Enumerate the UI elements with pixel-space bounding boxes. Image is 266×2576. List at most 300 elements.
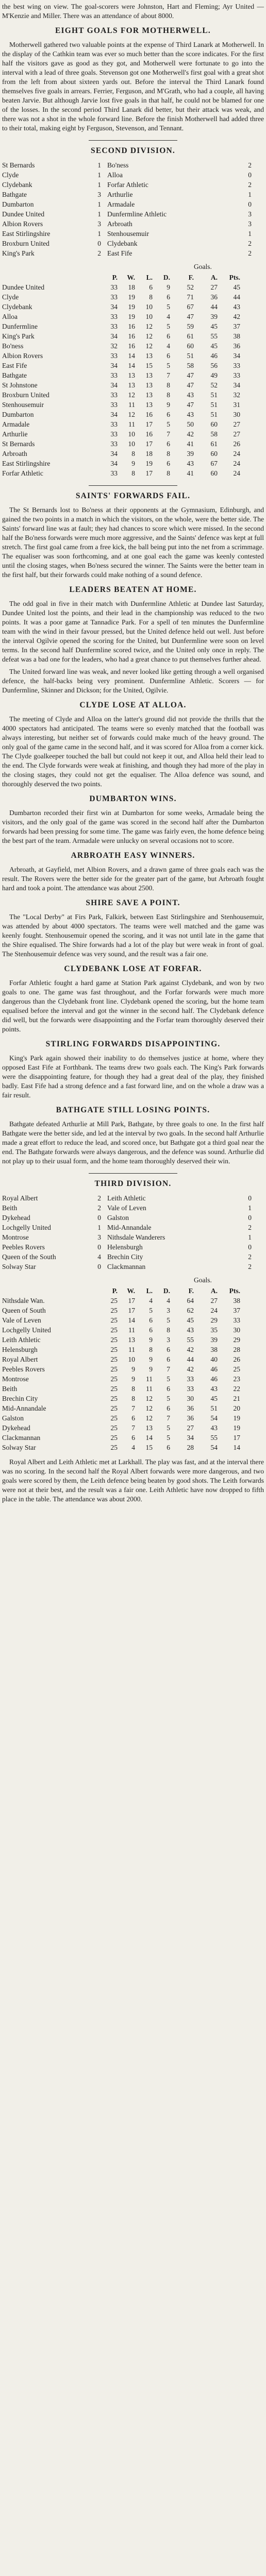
won: 10 xyxy=(128,430,135,438)
away-score: 2 xyxy=(248,181,252,189)
team-name: Montrose xyxy=(2,1375,29,1383)
shire-section xyxy=(2,898,264,959)
home-team: Peebles Rovers xyxy=(2,1243,45,1251)
played: 25 xyxy=(110,1385,118,1393)
won: 4 xyxy=(131,1444,135,1451)
lost: 14 xyxy=(145,1434,153,1442)
goals-against: 51 xyxy=(210,411,218,418)
won: 13 xyxy=(128,1336,135,1344)
drawn: 6 xyxy=(167,1385,170,1393)
played: 25 xyxy=(110,1395,118,1402)
team-name: Beith xyxy=(2,1385,18,1393)
goals-against: 51 xyxy=(210,401,218,409)
home-team: Beith xyxy=(2,1204,18,1212)
lost: 19 xyxy=(145,460,153,467)
points: 37 xyxy=(233,323,240,330)
result-row xyxy=(2,1262,264,1272)
lost: 13 xyxy=(145,1424,153,1432)
away-score: 0 xyxy=(248,200,252,208)
home-score: 1 xyxy=(97,200,101,208)
points: 33 xyxy=(233,362,240,369)
played: 25 xyxy=(110,1326,118,1334)
goals-against: 29 xyxy=(210,1316,218,1324)
home-team: Queen of the South xyxy=(2,1253,56,1261)
points: 30 xyxy=(233,411,240,418)
away-team: Vale of Leven xyxy=(107,1204,146,1212)
won: 12 xyxy=(128,411,135,418)
points: 34 xyxy=(233,381,240,389)
played: 25 xyxy=(110,1365,118,1373)
team-name: Dumbarton xyxy=(2,411,34,418)
drawn: 6 xyxy=(167,411,170,418)
lost: 17 xyxy=(145,440,153,448)
team-name: St Johnstone xyxy=(2,381,38,389)
col-drawn: D. xyxy=(163,1287,170,1295)
table-row xyxy=(2,331,264,341)
section-heading: SECOND DIVISION. xyxy=(91,146,175,155)
goals-for: 42 xyxy=(187,1365,194,1373)
away-team: Nithsdale Wanderers xyxy=(107,1233,165,1241)
team-name: Clyde xyxy=(2,293,19,301)
goals-against: 39 xyxy=(210,313,218,320)
goals-against: 45 xyxy=(210,323,218,330)
goals-for: 30 xyxy=(187,1395,194,1402)
goals-for: 27 xyxy=(187,1424,194,1432)
goals-for: 64 xyxy=(187,1297,194,1304)
played: 25 xyxy=(110,1444,118,1451)
table-row xyxy=(2,1306,264,1315)
drawn: 8 xyxy=(167,450,170,457)
goals-against: 51 xyxy=(210,391,218,399)
away-score: 0 xyxy=(248,1243,252,1251)
table-row xyxy=(2,1423,264,1433)
points: 44 xyxy=(233,293,240,301)
points: 30 xyxy=(233,1326,240,1334)
goals-for: 41 xyxy=(187,440,194,448)
won: 12 xyxy=(128,391,135,399)
dumbarton-section xyxy=(2,794,264,845)
clydebank-section xyxy=(2,964,264,1034)
result-row xyxy=(2,170,264,180)
goals-against: 43 xyxy=(210,1385,218,1393)
team-name: Arbroath xyxy=(2,450,27,457)
leaders-section xyxy=(2,585,264,695)
home-team: Lochgelly United xyxy=(2,1224,51,1231)
goals-against: 45 xyxy=(210,342,218,350)
goals-for: 47 xyxy=(187,371,194,379)
drawn: 5 xyxy=(167,1395,170,1402)
away-score: 2 xyxy=(248,1224,252,1231)
away-team: Arthurlie xyxy=(107,191,133,198)
drawn: 5 xyxy=(167,420,170,428)
section-heading: LEADERS BEATEN AT HOME. xyxy=(69,585,197,594)
home-team: St Bernards xyxy=(2,161,35,169)
drawn: 6 xyxy=(167,332,170,340)
won: 19 xyxy=(128,313,135,320)
intro-paragraph: the best wing on view. The goal-scorers were Johnston, Hart and Fleming; Ayr United — M'Kenzie and Miller. There was an attendance of about 8000. xyxy=(2,3,264,20)
drawn: 8 xyxy=(167,381,170,389)
lost: 17 xyxy=(145,469,153,477)
goals-against: 60 xyxy=(210,420,218,428)
table-row xyxy=(2,1345,264,1354)
second-division-section xyxy=(2,146,264,478)
col-for: F. xyxy=(188,274,194,281)
team-name: Brechin City xyxy=(2,1395,38,1402)
played: 33 xyxy=(110,401,118,409)
goals-for: 43 xyxy=(187,460,194,467)
goals-for: 39 xyxy=(187,450,194,457)
table-row xyxy=(2,429,264,439)
points: 24 xyxy=(233,450,240,457)
won: 8 xyxy=(131,450,135,457)
away-score: 2 xyxy=(248,240,252,247)
team-name: Dykehead xyxy=(2,1424,30,1432)
goals-for: 45 xyxy=(187,1316,194,1324)
won: 16 xyxy=(128,342,135,350)
away-team: Armadale xyxy=(107,200,135,208)
goals-against: 51 xyxy=(210,1404,218,1412)
home-team: Dundee United xyxy=(2,210,45,218)
away-score: 1 xyxy=(248,191,252,198)
result-row xyxy=(2,239,264,248)
away-team: Stenhousemuir xyxy=(107,230,149,238)
table-header xyxy=(2,1286,264,1296)
goals-label: Goals. xyxy=(194,1276,212,1284)
home-score: 0 xyxy=(97,240,101,247)
lost: 12 xyxy=(145,1404,153,1412)
played: 33 xyxy=(110,313,118,320)
table-row xyxy=(2,321,264,331)
table-row xyxy=(2,302,264,312)
col-won: W. xyxy=(127,274,135,281)
lost: 12 xyxy=(145,342,153,350)
played: 33 xyxy=(110,293,118,301)
goals-against: 60 xyxy=(210,469,218,477)
table-row xyxy=(2,1384,264,1394)
home-score: 1 xyxy=(97,171,101,179)
home-team: Royal Albert xyxy=(2,1194,38,1202)
goals-for: 43 xyxy=(187,391,194,399)
goals-for: 36 xyxy=(187,1414,194,1422)
drawn: 3 xyxy=(167,1336,170,1344)
away-score: 3 xyxy=(248,210,252,218)
home-score: 1 xyxy=(97,181,101,189)
away-team: Arbroath xyxy=(107,220,132,228)
home-score: 1 xyxy=(97,1224,101,1231)
result-row xyxy=(2,190,264,199)
table-row xyxy=(2,370,264,380)
goals-for: 47 xyxy=(187,381,194,389)
points: 43 xyxy=(233,303,240,311)
goals-for: 33 xyxy=(187,1375,194,1383)
result-row xyxy=(2,248,264,258)
played: 25 xyxy=(110,1404,118,1412)
away-team: Forfar Athletic xyxy=(107,181,148,189)
table-row xyxy=(2,1374,264,1384)
goals-for: 71 xyxy=(187,293,194,301)
team-name: Armadale xyxy=(2,420,30,428)
won: 11 xyxy=(128,401,135,409)
away-score: 0 xyxy=(248,1194,252,1202)
table-row xyxy=(2,380,264,390)
result-row xyxy=(2,219,264,229)
played: 33 xyxy=(110,440,118,448)
newspaper-page xyxy=(2,0,264,1504)
table-row xyxy=(2,1433,264,1443)
home-team: Clydebank xyxy=(2,181,32,189)
goals-against: 24 xyxy=(210,1307,218,1314)
goals-against: 54 xyxy=(210,1414,218,1422)
lost: 8 xyxy=(149,1346,153,1353)
points: 29 xyxy=(233,1336,240,1344)
points: 37 xyxy=(233,1307,240,1314)
goals-label: Goals. xyxy=(194,263,212,270)
table-row xyxy=(2,1403,264,1413)
lost: 12 xyxy=(145,1395,153,1402)
home-score: 3 xyxy=(97,191,101,198)
article-paragraph: Royal Albert and Leith Athletic met at Larkhall. The play was fast, and at the interval there was no scoring. In the second half the Royal Albert forwards were more dangerous, and two goals were scored by them, the Leith defence being beaten by good shots. The Leith forwards were not at their best, and the result was a fair one. Leith Athletic have now dropped to fifth place in the table. The attendance was about 2000. xyxy=(2,1458,264,1503)
goals-for: 28 xyxy=(187,1444,194,1451)
table-row xyxy=(2,351,264,361)
goals-against: 55 xyxy=(210,1434,218,1442)
goals-for: 50 xyxy=(187,420,194,428)
won: 17 xyxy=(128,1307,135,1314)
goals-for: 43 xyxy=(187,411,194,418)
played: 33 xyxy=(110,371,118,379)
goals-against: 52 xyxy=(210,381,218,389)
column-rule xyxy=(89,485,178,486)
lost: 13 xyxy=(145,381,153,389)
home-team: Montrose xyxy=(2,1233,29,1241)
points: 17 xyxy=(233,1434,240,1442)
lost: 6 xyxy=(149,1316,153,1324)
col-played: P. xyxy=(112,274,118,281)
won: 8 xyxy=(131,1395,135,1402)
played: 33 xyxy=(110,352,118,360)
drawn: 5 xyxy=(167,1424,170,1432)
table-row xyxy=(2,1296,264,1306)
drawn: 9 xyxy=(167,401,170,409)
home-score: 0 xyxy=(97,1214,101,1222)
points: 36 xyxy=(233,342,240,350)
won: 19 xyxy=(128,303,135,311)
goals-for: 34 xyxy=(187,1434,194,1442)
away-team: Clydebank xyxy=(107,240,138,247)
article-paragraph: The United forward line was weak, and never looked like getting through a well organised defence, the half-backs being very prominent. Dunfermline Athletic. Scorers — for Dunfermline, Skinner and Dickson; for the United, Ogilvie. xyxy=(2,668,264,694)
played: 25 xyxy=(110,1375,118,1383)
points: 38 xyxy=(233,332,240,340)
played: 34 xyxy=(110,411,118,418)
played: 25 xyxy=(110,1336,118,1344)
won: 11 xyxy=(128,1326,135,1334)
played: 25 xyxy=(110,1297,118,1304)
col-points: Pts. xyxy=(229,1287,240,1295)
away-team: Alloa xyxy=(107,171,123,179)
section-heading: DUMBARTON WINS. xyxy=(89,794,177,803)
table-row xyxy=(2,1443,264,1452)
won: 10 xyxy=(128,440,135,448)
drawn: 5 xyxy=(167,323,170,330)
article-paragraph: The "Local Derby" at Firs Park, Falkirk, between East Stirlingshire and Stenhousemuir, was attended by about 4000 spectators. The teams were well matched and the game was keenly fought. Stenhousemuir opened the scoring, and it was not until late in the game that the Shire equalised. The Shire forwards had a lot of the play but were weak in front of goal. The Stenhousemuir defence was very sound, and the result was a fair one. xyxy=(2,913,264,958)
lost: 15 xyxy=(145,1444,153,1451)
home-team: Bathgate xyxy=(2,191,27,198)
away-team: Clackmannan xyxy=(107,1263,146,1270)
points: 25 xyxy=(233,1365,240,1373)
home-score: 1 xyxy=(97,161,101,169)
drawn: 7 xyxy=(167,371,170,379)
goals-for: 62 xyxy=(187,1307,194,1314)
table-row xyxy=(2,459,264,468)
played: 25 xyxy=(110,1307,118,1314)
article-paragraph: Forfar Athletic fought a hard game at Station Park against Clydebank, and won by two goals to one. The game was fast throughout, and the Forfar forwards were much more dangerous than the Clydebank front line. Clydebank opened the scoring, but the home team equalised before the interval and got the winner in the second half. The Clydebank defence did well, but the forwards were disappointing and the Forfar team thoroughly deserved their points. xyxy=(2,979,264,1033)
away-score: 2 xyxy=(248,161,252,169)
points: 34 xyxy=(233,352,240,360)
section-heading: SHIRE SAVE A POINT. xyxy=(86,899,180,907)
won: 9 xyxy=(131,460,135,467)
won: 7 xyxy=(131,1424,135,1432)
drawn: 6 xyxy=(167,1346,170,1353)
table-row xyxy=(2,1335,264,1345)
home-team: Dykehead xyxy=(2,1214,30,1222)
drawn: 9 xyxy=(167,283,170,291)
goals-for: 36 xyxy=(187,1404,194,1412)
played: 25 xyxy=(110,1316,118,1324)
lost: 12 xyxy=(145,1414,153,1422)
goals-for: 61 xyxy=(187,332,194,340)
team-name: East Fife xyxy=(2,362,27,369)
goals-against: 54 xyxy=(210,1444,218,1451)
drawn: 5 xyxy=(167,362,170,369)
clyde-section xyxy=(2,700,264,789)
lost: 10 xyxy=(145,313,153,320)
goals-for: 55 xyxy=(187,1336,194,1344)
points: 20 xyxy=(233,1404,240,1412)
played: 33 xyxy=(110,430,118,438)
goals-for: 51 xyxy=(187,352,194,360)
played: 33 xyxy=(110,469,118,477)
home-score: 2 xyxy=(97,249,101,257)
played: 25 xyxy=(110,1355,118,1363)
home-score: 3 xyxy=(97,1233,101,1241)
won: 17 xyxy=(128,1297,135,1304)
played: 33 xyxy=(110,323,118,330)
league-table xyxy=(2,1286,264,1452)
table-row xyxy=(2,419,264,429)
points: 26 xyxy=(233,440,240,448)
won: 14 xyxy=(128,362,135,369)
team-name: Clackmannan xyxy=(2,1434,41,1442)
lost: 16 xyxy=(145,430,153,438)
points: 38 xyxy=(233,1297,240,1304)
table-row xyxy=(2,1325,264,1335)
leith-section xyxy=(2,1458,264,1504)
home-score: 3 xyxy=(97,220,101,228)
result-row xyxy=(2,1232,264,1242)
won: 9 xyxy=(131,1365,135,1373)
goals-for: 43 xyxy=(187,1326,194,1334)
stirling-section xyxy=(2,1039,264,1100)
drawn: 5 xyxy=(167,1375,170,1383)
won: 9 xyxy=(131,1375,135,1383)
home-score: 2 xyxy=(97,1204,101,1212)
drawn: 7 xyxy=(167,1414,170,1422)
away-team: Dunfermline Athletic xyxy=(107,210,167,218)
goals-against: 67 xyxy=(210,460,218,467)
home-score: 0 xyxy=(97,1243,101,1251)
col-against: A. xyxy=(210,1287,218,1295)
table-row xyxy=(2,312,264,321)
goals-for: 33 xyxy=(187,1385,194,1393)
section-heading: STIRLING FORWARDS DISAPPOINTING. xyxy=(45,1040,221,1048)
col-points: Pts. xyxy=(229,274,240,281)
points: 19 xyxy=(233,1414,240,1422)
team-name: Lochgelly United xyxy=(2,1326,51,1334)
article-paragraph: The odd goal in five in their match with Dunfermline Athletic at Dundee last Saturday, Dundee United lost the points, and their lead in the championship was reduced to the two points. It was a poor game at Tannadice Park. For a spell of ten minutes the Dunfermline team with the wind in their favour pressed, but the United defence held out well. Just before the interval Ogilvie opened the scoring for the United, but Dunfermline were soon on level terms. In the second half Dunfermline scored twice, and the United only once in reply. The defeat was a bad one for the leaders, who had a great chance to put themselves further ahead. xyxy=(2,600,264,663)
lost: 13 xyxy=(145,371,153,379)
drawn: 6 xyxy=(167,440,170,448)
lost: 4 xyxy=(149,1297,153,1304)
won: 13 xyxy=(128,381,135,389)
result-row xyxy=(2,1213,264,1223)
drawn: 6 xyxy=(167,293,170,301)
lost: 11 xyxy=(146,1375,153,1383)
goals-against: 61 xyxy=(210,440,218,448)
drawn: 6 xyxy=(167,352,170,360)
away-score: 2 xyxy=(248,1253,252,1261)
results-list xyxy=(2,1193,264,1272)
table-row xyxy=(2,400,264,410)
won: 18 xyxy=(128,283,135,291)
goals-against: 43 xyxy=(210,1424,218,1432)
lost: 17 xyxy=(145,420,153,428)
drawn: 6 xyxy=(167,460,170,467)
table-row xyxy=(2,1315,264,1325)
away-score: 3 xyxy=(248,220,252,228)
goals-against: 44 xyxy=(210,303,218,311)
goals-against: 49 xyxy=(210,371,218,379)
article-paragraph: Motherwell gathered two valuable points at the expense of Third Lanark at Motherwell. In the display of the Cathkin team was ever so much better than the score indicates. For the first half the visitors gave as good as they got, and Motherwell were fortunate to go into the interval with a lead of three goals. Stevenson got one Motherwell's first goal with a great shot from the left from about sixteen yards out. Before the interval the Third Lanark found themselves five goals in arrears. Ferrier, Ferguson, and M'Grath, who had a couple, all having beaten Jarvie. But although Jarvie lost five goals in that half, he could not be blamed for one of the losses. In the second period Third Lanark did better, but their attack was weak, and there was not a shot in the whole forward line. Before the finish Motherwell had added three to their total, making eight by Ferguson, Stevenson, and Tennant. xyxy=(2,41,264,132)
goals-against: 58 xyxy=(210,430,218,438)
result-row xyxy=(2,229,264,239)
played: 25 xyxy=(110,1346,118,1353)
lost: 11 xyxy=(146,1385,153,1393)
lost: 18 xyxy=(145,450,153,457)
drawn: 4 xyxy=(167,342,170,350)
table-row xyxy=(2,1394,264,1403)
points: 14 xyxy=(233,1444,240,1451)
points: 33 xyxy=(233,1316,240,1324)
lost: 9 xyxy=(149,1365,153,1373)
home-score: 0 xyxy=(97,1263,101,1270)
won: 11 xyxy=(128,1346,135,1353)
table-row xyxy=(2,1364,264,1374)
away-team: Leith Athletic xyxy=(107,1194,146,1202)
team-name: Dunfermline xyxy=(2,323,38,330)
played: 25 xyxy=(110,1434,118,1442)
table-row xyxy=(2,282,264,292)
article-paragraph: King's Park again showed their inability to do themselves justice at home, where they opposed East Fife at Forthbank. The teams drew two goals each. The King's Park forwards were the disappointing feature, for though they had a great deal of the play, they finished badly. East Fife had a strong defence and a fast forward line, and on the whole a draw was a fair result. xyxy=(2,1054,264,1099)
points: 19 xyxy=(233,1424,240,1432)
drawn: 6 xyxy=(167,1404,170,1412)
drawn: 8 xyxy=(167,469,170,477)
away-score: 1 xyxy=(248,1233,252,1241)
table-row xyxy=(2,439,264,449)
result-row xyxy=(2,209,264,219)
lost: 13 xyxy=(145,352,153,360)
home-score: 2 xyxy=(97,1194,101,1202)
won: 6 xyxy=(131,1434,135,1442)
result-row xyxy=(2,1252,264,1262)
